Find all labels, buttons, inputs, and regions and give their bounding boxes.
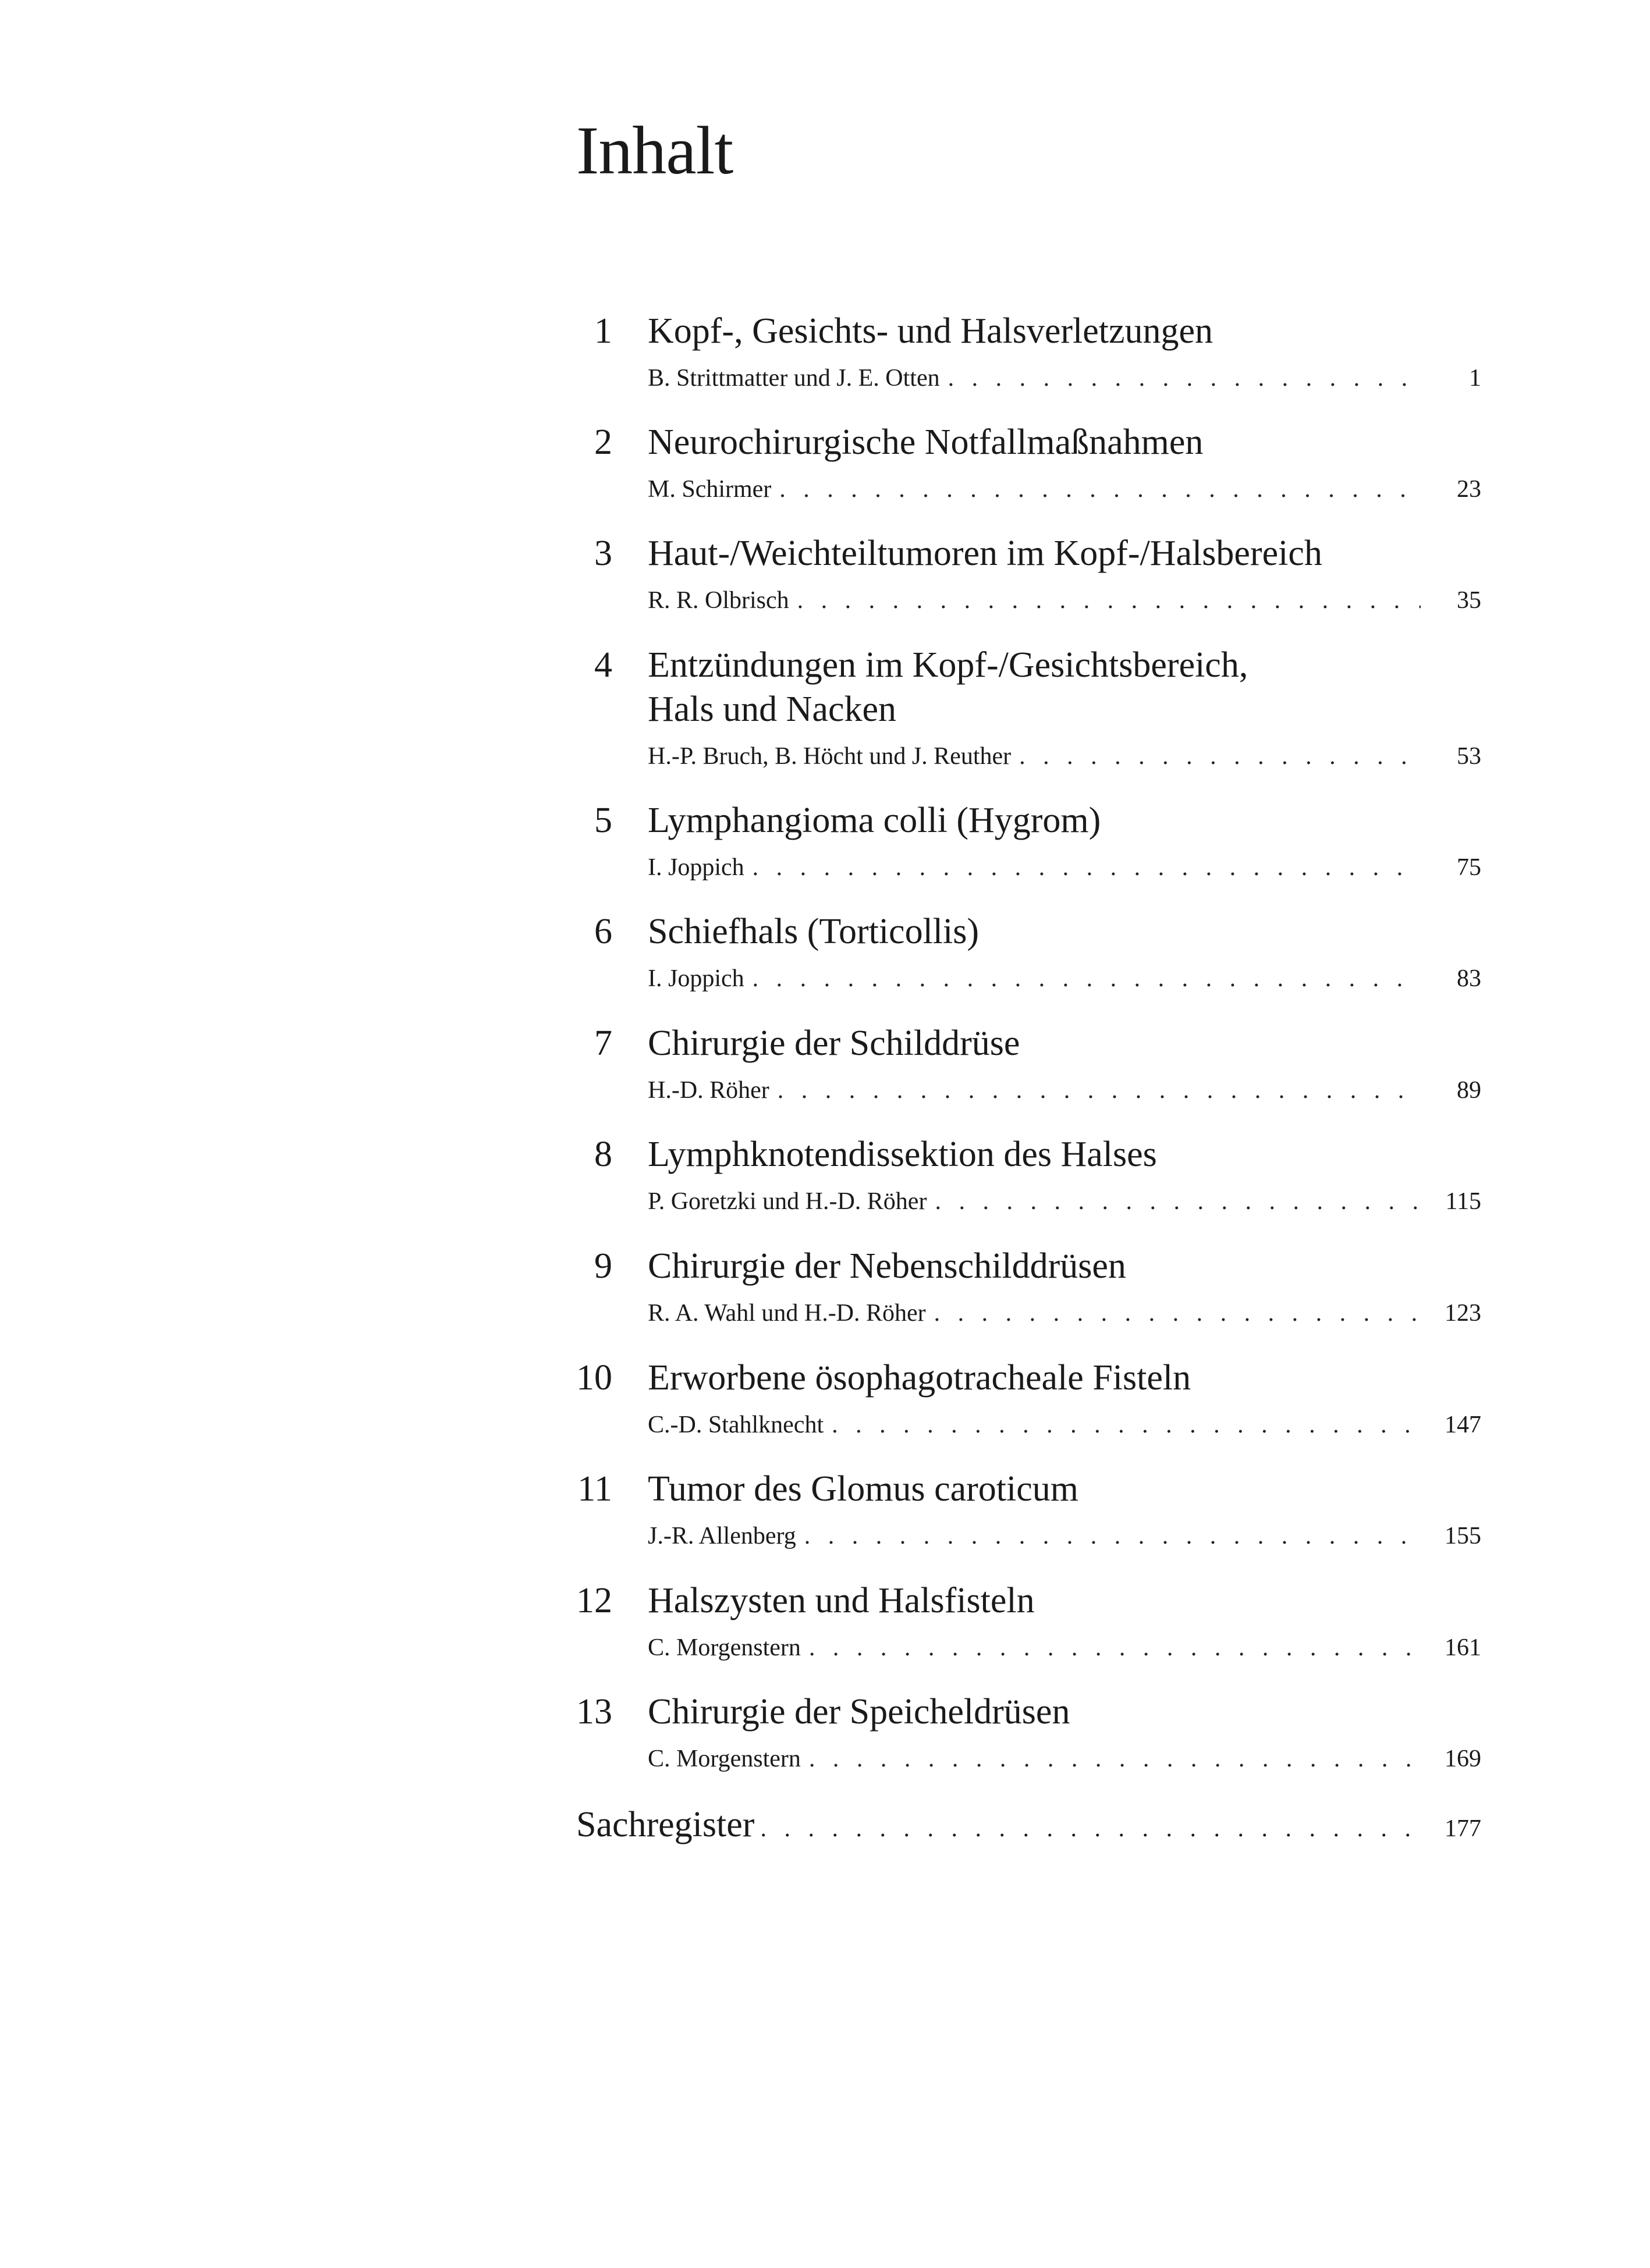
page-title: Inhalt — [576, 112, 733, 189]
dot-leader — [832, 1409, 1421, 1441]
dot-leader — [779, 473, 1421, 506]
chapter-title[interactable]: Lymphangioma colli (Hygrom) — [648, 801, 1101, 840]
dot-leader — [935, 1185, 1421, 1218]
chapter-author-line — [648, 740, 1481, 773]
dot-leader — [804, 1520, 1421, 1552]
chapter-number: 13 — [576, 1692, 612, 1732]
chapter-title[interactable]: Entzündungen im Kopf-/Gesichtsbereich, — [648, 645, 1248, 685]
dot-leader — [760, 1815, 1421, 1843]
page-number[interactable]: 53 — [1457, 743, 1481, 770]
chapter-authors: M. Schirmer — [648, 476, 772, 503]
chapter-number: 10 — [576, 1358, 612, 1398]
chapter-author-line — [648, 473, 1481, 506]
chapter-authors: R. A. Wahl und H.-D. Röher — [648, 1300, 926, 1327]
dot-leader — [753, 851, 1421, 884]
chapter-authors: C. Morgenstern — [648, 1746, 801, 1772]
page-number[interactable]: 123 — [1445, 1300, 1481, 1327]
page-number[interactable]: 83 — [1457, 965, 1481, 992]
chapter-number: 2 — [594, 422, 612, 462]
chapter-number: 8 — [594, 1135, 612, 1174]
chapter-title[interactable]: Schiefhals (Torticollis) — [648, 912, 980, 951]
page-number[interactable]: 23 — [1457, 476, 1481, 503]
dot-leader — [778, 1074, 1421, 1107]
chapter-title[interactable]: Tumor des Glomus caroticum — [648, 1469, 1078, 1509]
page-number[interactable]: 177 — [1445, 1815, 1481, 1842]
chapter-authors: H.-P. Bruch, B. Höcht und J. Reuther — [648, 743, 1012, 770]
chapter-number: 12 — [576, 1581, 612, 1620]
chapter-title[interactable]: Halszysten und Halsfisteln — [648, 1581, 1035, 1620]
dot-leader — [934, 1297, 1421, 1329]
page-number[interactable]: 89 — [1457, 1077, 1481, 1104]
chapter-title-continued[interactable]: Hals und Nacken — [648, 689, 896, 729]
chapter-title[interactable]: Chirurgie der Schilddrüse — [648, 1023, 1020, 1063]
dot-leader — [809, 1743, 1421, 1775]
chapter-number: 11 — [577, 1469, 612, 1509]
chapter-authors: C.-D. Stahlknecht — [648, 1412, 824, 1438]
page-number[interactable]: 115 — [1445, 1188, 1481, 1215]
page-number[interactable]: 75 — [1457, 854, 1481, 881]
chapter-author-line — [648, 362, 1481, 394]
chapter-title[interactable]: Chirurgie der Nebenschilddrüsen — [648, 1246, 1126, 1286]
chapter-authors: R. R. Olbrisch — [648, 587, 789, 614]
chapter-authors: J.-R. Allenberg — [648, 1523, 796, 1549]
chapter-author-line — [648, 1631, 1481, 1664]
page-number[interactable]: 161 — [1445, 1634, 1481, 1661]
chapter-number: 4 — [594, 645, 612, 685]
chapter-number: 7 — [594, 1023, 612, 1063]
chapter-authors: H.-D. Röher — [648, 1077, 769, 1104]
index-entry — [576, 1802, 1481, 1847]
chapter-number: 1 — [594, 311, 612, 351]
chapter-number: 6 — [594, 912, 612, 951]
chapter-author-line — [648, 962, 1481, 995]
page-number[interactable]: 155 — [1445, 1523, 1481, 1549]
dot-leader — [797, 584, 1421, 617]
chapter-authors: P. Goretzki und H.-D. Röher — [648, 1188, 927, 1215]
chapter-title[interactable]: Lymphknotendissektion des Halses — [648, 1135, 1157, 1174]
chapter-title[interactable]: Neurochirurgische Notfallmaßnahmen — [648, 422, 1204, 462]
chapter-title[interactable]: Kopf-, Gesichts- und Halsverletzungen — [648, 311, 1213, 351]
chapter-authors: C. Morgenstern — [648, 1634, 801, 1661]
chapter-number: 3 — [594, 534, 612, 573]
chapter-authors: I. Joppich — [648, 965, 744, 992]
chapter-title[interactable]: Haut-/Weichteiltumoren im Kopf-/Halsbereich — [648, 534, 1322, 573]
page-number[interactable]: 147 — [1445, 1412, 1481, 1438]
chapter-authors: I. Joppich — [648, 854, 744, 881]
page-number[interactable]: 1 — [1469, 365, 1481, 392]
chapter-title[interactable]: Erworbene ösophagotracheale Fisteln — [648, 1358, 1191, 1398]
dot-leader — [1019, 740, 1421, 773]
chapter-number: 5 — [594, 801, 612, 840]
chapter-author-line — [648, 1074, 1481, 1107]
dot-leader — [809, 1631, 1421, 1664]
chapter-author-line — [648, 1297, 1481, 1329]
dot-leader — [753, 962, 1421, 995]
chapter-authors: B. Strittmatter und J. E. Otten — [648, 365, 940, 392]
chapter-author-line — [648, 1185, 1481, 1218]
chapter-author-line — [648, 1743, 1481, 1775]
chapter-author-line — [648, 1520, 1481, 1552]
page-number[interactable]: 35 — [1457, 587, 1481, 614]
chapter-title[interactable]: Chirurgie der Speicheldrüsen — [648, 1692, 1070, 1732]
page-number[interactable]: 169 — [1445, 1746, 1481, 1772]
index-label[interactable]: Sachregister — [576, 1805, 755, 1844]
chapter-author-line — [648, 584, 1481, 617]
dot-leader — [948, 362, 1421, 394]
chapter-author-line — [648, 1409, 1481, 1441]
chapter-author-line — [648, 851, 1481, 884]
chapter-number: 9 — [594, 1246, 612, 1286]
